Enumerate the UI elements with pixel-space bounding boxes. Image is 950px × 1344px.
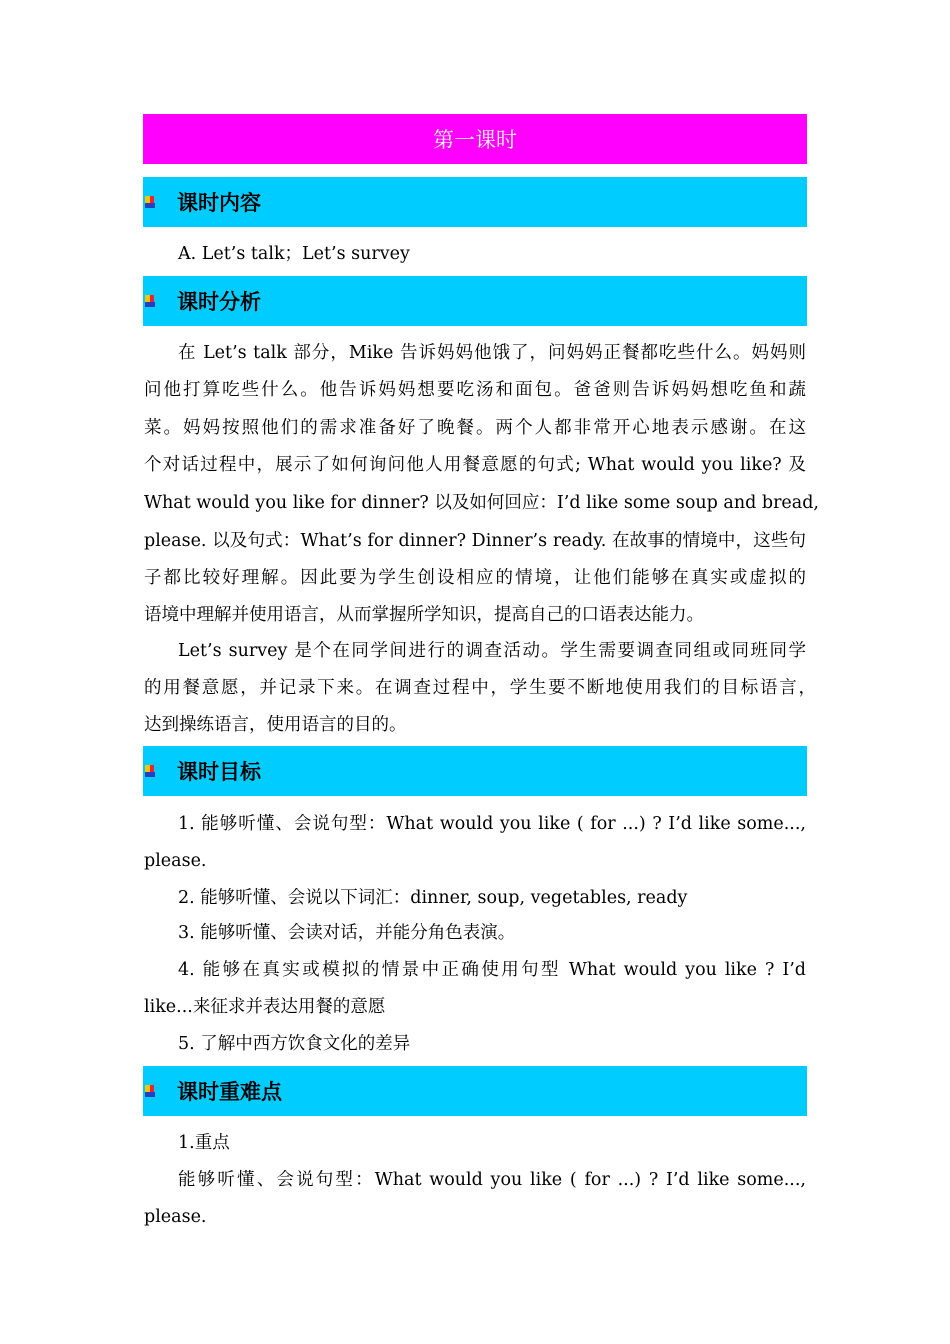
bullet-icon xyxy=(145,1085,157,1097)
text-line: Let’s survey 是个在同学间进行的调查活动。学生需要调查同组或同班同学 xyxy=(178,641,806,661)
text-line: 的用餐意愿，并记录下来。在调查过程中，学生要不断地使用我们的目标语言， xyxy=(144,678,816,698)
text-line: 子都比较好理解。因此要为学生创设相应的情境，让他们能够在真实或虚拟的 xyxy=(144,568,806,588)
text-line: 能够听懂、会说句型：What would you like ( for ...) ? I’d like some..., xyxy=(178,1170,806,1190)
section-header-objectives xyxy=(143,746,807,796)
text-line: like...来征求并表达用餐的意愿 xyxy=(144,997,386,1017)
text-line: 菜。妈妈按照他们的需求准备好了晚餐。两个人都非常开心地表示感谢。在这 xyxy=(144,418,806,438)
text-line: 达到操练语言，使用语言的目的。 xyxy=(144,715,407,735)
text-line: 语境中理解并使用语言，从而掌握所学知识，提高自己的口语表达能力。 xyxy=(144,605,704,625)
text-line: 1. 能够听懂、会说句型：What would you like ( for ...) ? I’d like some..., xyxy=(178,814,806,834)
text-line: What would you like for dinner? 以及如何回应：I’d like some soup and bread, xyxy=(144,493,819,513)
text-line: 4. 能够在真实或模拟的情景中正确使用句型 What would you like ? I’d xyxy=(178,960,806,980)
text-line: please. 以及句式：What’s for dinner? Dinner’s ready. 在故事的情境中，这些句 xyxy=(144,531,806,551)
bullet-icon xyxy=(145,765,157,777)
text-line: 1.重点 xyxy=(178,1133,230,1153)
lesson-title: 第一课时 xyxy=(433,128,517,152)
section-heading: 课时内容 xyxy=(177,191,261,215)
text-line: 在 Let’s talk 部分，Mike 告诉妈妈他饿了，问妈妈正餐都吃些什么。妈妈则 xyxy=(178,343,806,363)
text-line: A. Let’s talk；Let’s survey xyxy=(178,244,410,264)
bullet-icon xyxy=(145,196,157,208)
text-line: 问他打算吃些什么。他告诉妈妈想要吃汤和面包。爸爸则告诉妈妈想吃鱼和蔬 xyxy=(144,380,806,400)
text-line: please. xyxy=(144,851,207,871)
section-heading: 课时目标 xyxy=(177,760,261,784)
text-line: 个对话过程中，展示了如何询问他人用餐意愿的句式; What would you like? 及 xyxy=(144,455,806,475)
section-header-content xyxy=(143,177,807,227)
bullet-icon xyxy=(145,295,157,307)
text-line: 5. 了解中西方饮食文化的差异 xyxy=(178,1034,411,1054)
text-line: please. xyxy=(144,1207,207,1227)
lesson-title-bar xyxy=(143,114,807,164)
section-heading: 课时重难点 xyxy=(177,1080,282,1104)
text-line: 2. 能够听懂、会说以下词汇：dinner, soup, vegetables, ready xyxy=(178,888,688,908)
section-header-key-points xyxy=(143,1066,807,1116)
text-line: 3. 能够听懂、会读对话，并能分角色表演。 xyxy=(178,923,516,943)
section-header-analysis xyxy=(143,276,807,326)
section-heading: 课时分析 xyxy=(177,290,261,314)
